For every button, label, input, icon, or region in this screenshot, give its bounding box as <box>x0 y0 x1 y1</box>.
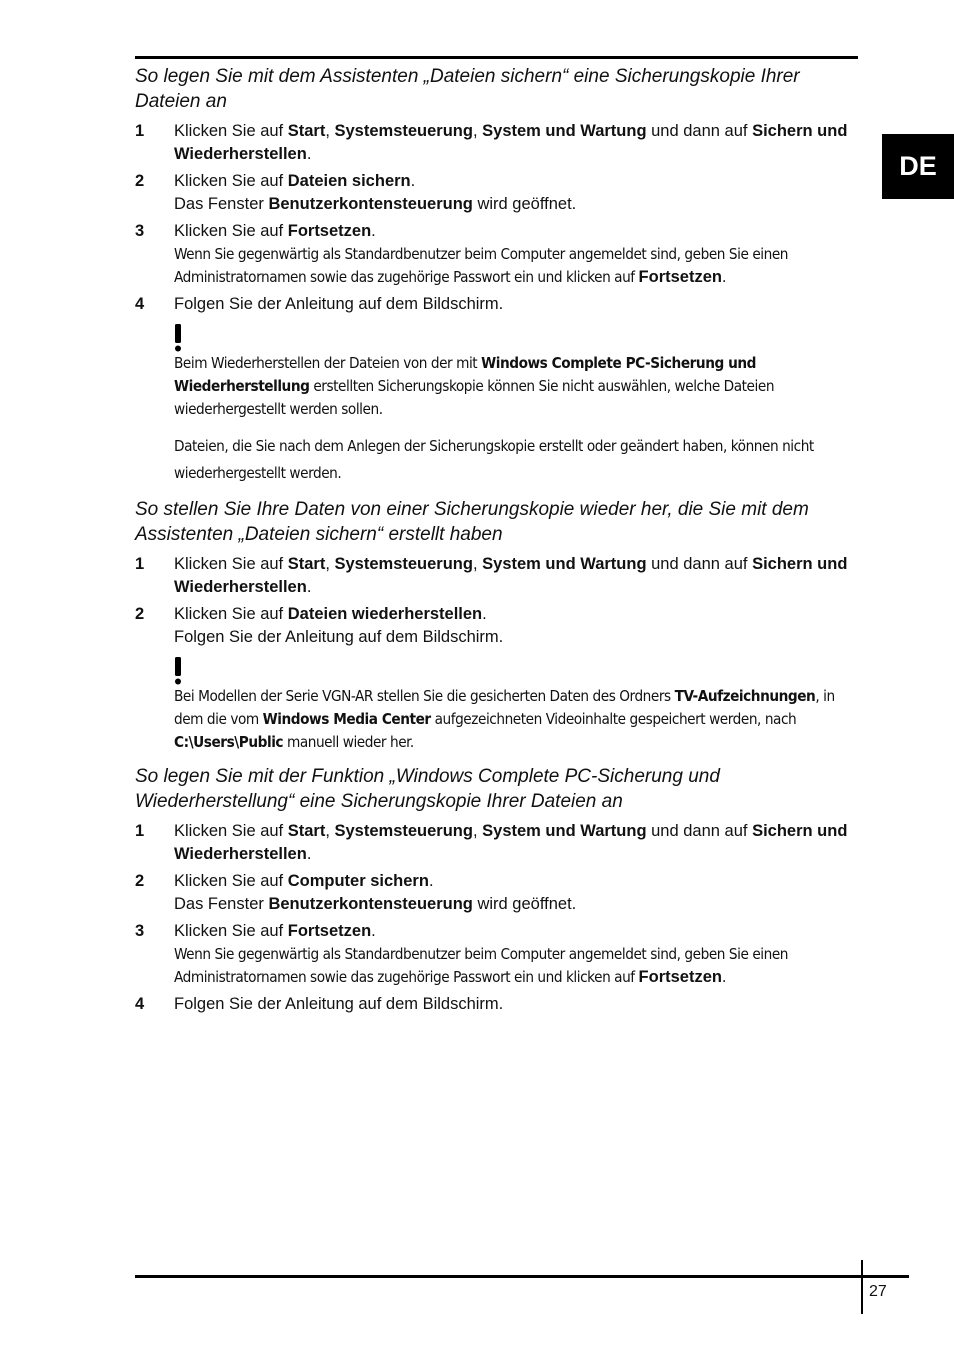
step-text <box>174 920 857 989</box>
text: . <box>410 172 416 190</box>
ui-term: Systemsteuerung <box>334 822 473 840</box>
text: Klicken Sie auf <box>174 172 288 190</box>
step-text <box>174 820 857 866</box>
step-detail <box>174 943 857 989</box>
step-number: 4 <box>135 295 145 313</box>
text: Klicken Sie auf <box>174 122 288 140</box>
text: . <box>721 968 726 986</box>
text: Wenn Sie gegenwärtig als Standardbenutzer beim Computer angemeldet sind, geben Sie einen Administratornamen sowie das zugehörige Passwort ein und klicken auf <box>174 245 789 286</box>
ui-term: Sichern und Wiederherstellen <box>174 822 848 863</box>
text: . <box>482 605 487 623</box>
step-number: 3 <box>135 922 145 940</box>
step <box>135 220 857 289</box>
text: . <box>428 872 434 890</box>
text: wird geöffnet. <box>472 195 577 213</box>
ui-term: Windows Complete PC-Sicherung und Wiederherstellung <box>174 354 757 395</box>
text: , <box>325 122 335 140</box>
text: , <box>472 555 483 573</box>
step <box>135 993 857 1016</box>
ui-term: Systemsteuerung <box>334 555 473 573</box>
step-number: 3 <box>135 222 145 240</box>
ui-term: System und Wartung <box>482 555 647 573</box>
text: . <box>306 578 312 596</box>
text: . <box>371 222 376 240</box>
section-heading: So legen Sie mit dem Assistenten „Dateien sichern“ eine Sicherungskopie Ihrer Dateien an <box>135 66 800 112</box>
step <box>135 820 857 866</box>
text: , <box>325 555 335 573</box>
step-text <box>174 603 857 649</box>
ui-term: Dateien wiederherstellen <box>287 605 483 623</box>
step <box>135 293 857 316</box>
section-heading: So stellen Sie Ihre Daten von einer Sicherungskopie wieder her, die Sie mit dem Assistenten „Dateien sichern“ erstellt haben <box>135 499 809 545</box>
ui-term: Fortsetzen <box>638 968 722 986</box>
language-tab <box>882 134 954 199</box>
step-detail <box>174 243 857 289</box>
step-number: 1 <box>135 122 145 140</box>
ui-term: Computer sichern <box>287 872 429 890</box>
step <box>135 170 857 216</box>
ui-term: Fortsetzen <box>287 222 372 240</box>
text: Das Fenster <box>174 195 269 213</box>
text: , in dem die vom <box>174 687 835 728</box>
step-text: Folgen Sie der Anleitung auf dem Bildschirm. <box>174 295 504 313</box>
text: erstellten Sicherungskopie können Sie nicht auswählen, welche Dateien wiederhergestellt werden sollen. <box>174 377 775 418</box>
step-number: 1 <box>135 555 145 573</box>
text: . <box>721 268 726 286</box>
text: aufgezeichneten Videoinhalte gespeichert werden, nach <box>430 710 797 728</box>
text: und dann auf <box>646 822 753 840</box>
step-text <box>174 220 857 289</box>
text: wird geöffnet. <box>472 895 577 913</box>
text: Klicken Sie auf <box>174 222 288 240</box>
text: Klicken Sie auf <box>174 605 288 623</box>
text: Klicken Sie auf <box>174 555 288 573</box>
text: Klicken Sie auf <box>174 922 288 940</box>
step-text <box>174 870 857 916</box>
text: . <box>306 145 312 163</box>
text: Klicken Sie auf <box>174 822 288 840</box>
text: und dann auf <box>646 122 753 140</box>
text: . <box>371 922 376 940</box>
note-text: Dateien, die Sie nach dem Anlegen der Sicherungskopie erstellt oder geändert haben, können nicht wiederhergestellt werden. <box>174 437 814 482</box>
step <box>135 553 857 599</box>
ui-term: Fortsetzen <box>638 268 722 286</box>
page-number-divider <box>861 1260 863 1314</box>
note-text <box>174 352 857 421</box>
ui-term: C:\Users\Public <box>174 733 284 751</box>
step-text <box>174 120 857 166</box>
text: Wenn Sie gegenwärtig als Standardbenutzer beim Computer angemeldet sind, geben Sie einen Administratornamen sowie das zugehörige Passwort ein und klicken auf <box>174 945 789 986</box>
page-content <box>135 62 857 1020</box>
ui-term: TV-Aufzeichnungen <box>674 687 816 705</box>
ui-term: Start <box>287 122 326 140</box>
text: und dann auf <box>646 555 753 573</box>
step-number: 4 <box>135 995 145 1013</box>
step <box>135 920 857 989</box>
step-text: Folgen Sie der Anleitung auf dem Bildschirm. <box>174 995 504 1013</box>
ui-term: System und Wartung <box>482 122 647 140</box>
step <box>135 120 857 166</box>
text: Beim Wiederherstellen der Dateien von der mit <box>174 354 482 372</box>
text: Bei Modellen der Serie VGN-AR stellen Sie die gesicherten Daten des Ordners <box>174 687 675 705</box>
text: , <box>472 822 483 840</box>
bottom-rule <box>135 1275 909 1278</box>
note-box <box>174 657 857 754</box>
step <box>135 603 857 649</box>
ui-term: Systemsteuerung <box>334 122 473 140</box>
note-text <box>174 685 857 754</box>
text: manuell wieder her. <box>283 733 414 751</box>
step-text <box>174 170 857 216</box>
ui-term: Sichern und Wiederherstellen <box>174 122 848 163</box>
page-number: 27 <box>869 1283 887 1300</box>
exclamation-icon <box>174 657 182 685</box>
ui-term: Benutzerkontensteuerung <box>268 195 473 213</box>
note-box <box>174 324 857 487</box>
ui-term: Windows Media Center <box>262 710 431 728</box>
step-number: 2 <box>135 872 145 890</box>
text: , <box>472 122 483 140</box>
text: Das Fenster <box>174 895 269 913</box>
step-text <box>174 553 857 599</box>
ui-term: Sichern und Wiederherstellen <box>174 555 848 596</box>
ui-term: Fortsetzen <box>287 922 372 940</box>
ui-term: System und Wartung <box>482 822 647 840</box>
step-number: 2 <box>135 172 145 190</box>
ui-term: Start <box>287 822 326 840</box>
text: Folgen Sie der Anleitung auf dem Bildschirm. <box>174 628 504 646</box>
exclamation-icon <box>174 324 182 352</box>
text: , <box>325 822 335 840</box>
ui-term: Benutzerkontensteuerung <box>268 895 473 913</box>
language-tab-label: DE <box>899 151 937 181</box>
section-heading: So legen Sie mit der Funktion „Windows Complete PC-Sicherung und Wiederherstellung“ eine Sicherungskopie Ihrer Dateien an <box>135 766 720 812</box>
step-number: 1 <box>135 822 145 840</box>
text: Klicken Sie auf <box>174 872 288 890</box>
step <box>135 870 857 916</box>
text: . <box>306 845 312 863</box>
ui-term: Dateien sichern <box>287 172 411 190</box>
top-rule <box>135 56 858 59</box>
step-number: 2 <box>135 605 145 623</box>
ui-term: Start <box>287 555 326 573</box>
